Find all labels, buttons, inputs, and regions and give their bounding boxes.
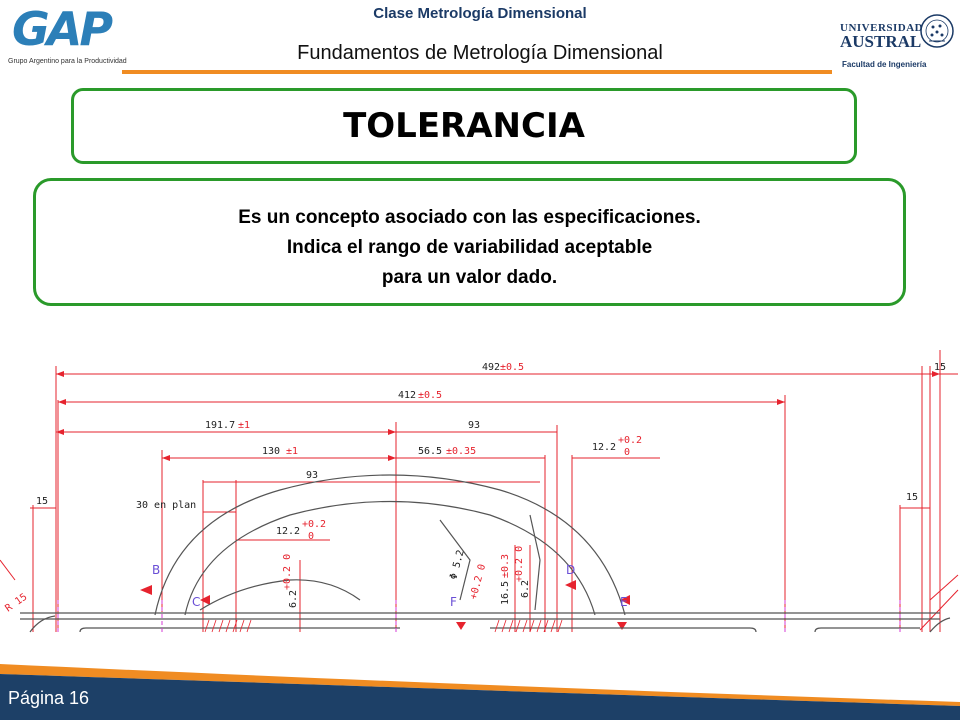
dim-phi: Φ 5.2: [448, 548, 467, 581]
technical-drawing: [0, 340, 960, 640]
dim-93-arc: 93: [306, 470, 319, 481]
faculty-name: Facultad de Ingeniería: [842, 60, 927, 69]
dim-492: 492: [482, 362, 501, 373]
dim-62-left: 6.2: [288, 589, 299, 608]
section-label-e: E: [620, 595, 628, 609]
section-label-c: C: [192, 595, 201, 609]
subject-title: Fundamentos de Metrología Dimensional: [297, 42, 663, 64]
page-number: Página 16: [8, 688, 90, 708]
definition-line-1: Es un concepto asociado con las especificaciones.: [238, 207, 701, 228]
dim-56-tol: ±0.35: [446, 446, 477, 457]
dim-12-top-upper: +0.2: [618, 435, 643, 446]
dim-phi-tol: +0.2 0: [468, 563, 489, 601]
dim-412-tol: ±0.5: [418, 390, 443, 401]
dim-12-top: 12.2: [592, 442, 617, 453]
slide-title: TOLERANCIA: [343, 106, 585, 146]
section-label-f: F: [450, 595, 457, 609]
dim-191: 191.7: [205, 420, 236, 431]
definition-line-2: Indica el rango de variabilidad aceptable: [286, 237, 653, 258]
gap-logo-subtitle: Grupo Argentino para la Productividad: [8, 58, 127, 65]
dim-15-right: 15: [906, 492, 919, 503]
dim-130: 130: [262, 446, 281, 457]
dim-191-tol: ±1: [238, 420, 251, 431]
section-label-d: D: [566, 563, 576, 577]
dim-62-right: 6.2: [520, 579, 531, 598]
dim-12-mid-lower: 0: [308, 531, 315, 542]
dim-12-mid: 12.2: [276, 526, 301, 537]
dim-30-plan: 30 en plan: [136, 500, 197, 511]
dim-130-tol: ±1: [286, 446, 299, 457]
dim-56: 56.5: [418, 446, 443, 457]
dim-15-top: 15: [934, 362, 947, 373]
dim-12-top-lower: 0: [624, 447, 631, 458]
dim-165-tol: ±0.3: [500, 553, 511, 578]
definition-line-3: para un valor dado.: [381, 267, 558, 288]
definition-box: [33, 178, 906, 306]
dim-62-right-tol: +0.2 0: [514, 545, 525, 582]
dim-62-left-tol: +0.2 0: [282, 553, 293, 590]
university-seal-icon: [919, 8, 955, 54]
section-label-b: B: [152, 563, 161, 577]
dim-15-left: 15: [36, 496, 49, 507]
universidad-austral-logo: [840, 8, 955, 74]
university-name-line1: UNIVERSIDAD: [840, 22, 924, 34]
header-divider: [122, 70, 832, 74]
university-name-line2: AUSTRAL: [840, 32, 922, 51]
dim-412: 412: [398, 390, 417, 401]
course-title: Clase Metrología Dimensional: [373, 5, 587, 22]
dim-12-mid-upper: +0.2: [302, 519, 327, 530]
dim-r15: R 15: [3, 591, 30, 615]
gap-logo-word: GAP: [12, 2, 111, 56]
dim-492-tol: ±0.5: [500, 362, 525, 373]
slide-title-box: [71, 88, 857, 164]
dim-93-top: 93: [468, 420, 481, 431]
footer-band: [0, 630, 960, 720]
dim-165: 16.5: [500, 580, 511, 605]
